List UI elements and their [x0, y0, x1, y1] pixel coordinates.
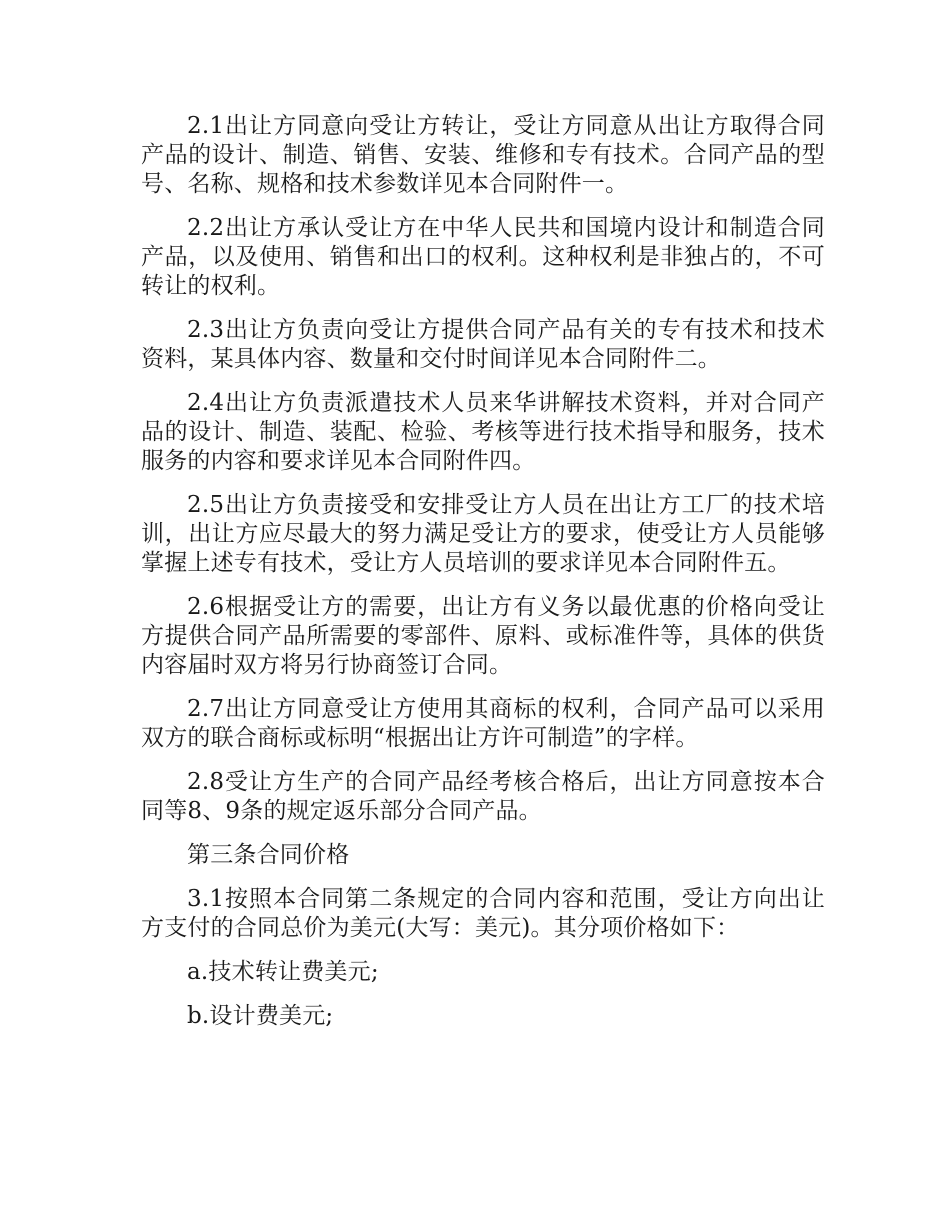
clause-2-8: 2.8受让方生产的合同产品经考核合格后，出让方同意按本合同等8、9条的规定返乐部分合同产品。	[141, 769, 825, 824]
clause-2-4: 2.4出让方负责派遣技术人员来华讲解技术资料，并对合同产品的设计、制造、装配、检验、考核等进行技术指导和服务，技术服务的内容和要求详见本合同附件四。	[141, 390, 825, 474]
document-page	[141, 112, 825, 1046]
clause-2-2: 2.2出让方承认受让方在中华人民共和国境内设计和制造合同产品，以及使用、销售和出口的权利。这种权利是非独占的，不可转让的权利。	[141, 215, 825, 299]
clause-3-1: 3.1按照本合同第二条规定的合同内容和范围，受让方向出让方支付的合同总价为美元(大写：美元)。其分项价格如下：	[141, 886, 825, 941]
price-item-b: b.设计费美元;	[187, 1003, 334, 1029]
price-item-a: a.技术转让费美元;	[187, 959, 379, 985]
section-heading-article-3: 第三条合同价格	[187, 842, 350, 868]
clause-2-1: 2.1出让方同意向受让方转让，受让方同意从出让方取得合同产品的设计、制造、销售、安装、维修和专有技术。合同产品的型号、名称、规格和技术参数详见本合同附件一。	[141, 113, 825, 197]
clause-2-7: 2.7出让方同意受让方使用其商标的权利，合同产品可以采用双方的联合商标或标明“根据出让方许可制造”的字样。	[141, 696, 825, 751]
clause-2-5: 2.5出让方负责接受和安排受让方人员在出让方工厂的技术培训，出让方应尽最大的努力满足受让方的要求，使受让方人员能够掌握上述专有技术，受让方人员培训的要求详见本合同附件五。	[141, 492, 825, 576]
clause-2-6: 2.6根据受让方的需要，出让方有义务以最优惠的价格向受让方提供合同产品所需要的零部件、原料、或标准件等，具体的供货内容届时双方将另行协商签订合同。	[141, 594, 825, 678]
clause-2-3: 2.3出让方负责向受让方提供合同产品有关的专有技术和技术资料，某具体内容、数量和交付时间详见本合同附件二。	[141, 317, 825, 372]
